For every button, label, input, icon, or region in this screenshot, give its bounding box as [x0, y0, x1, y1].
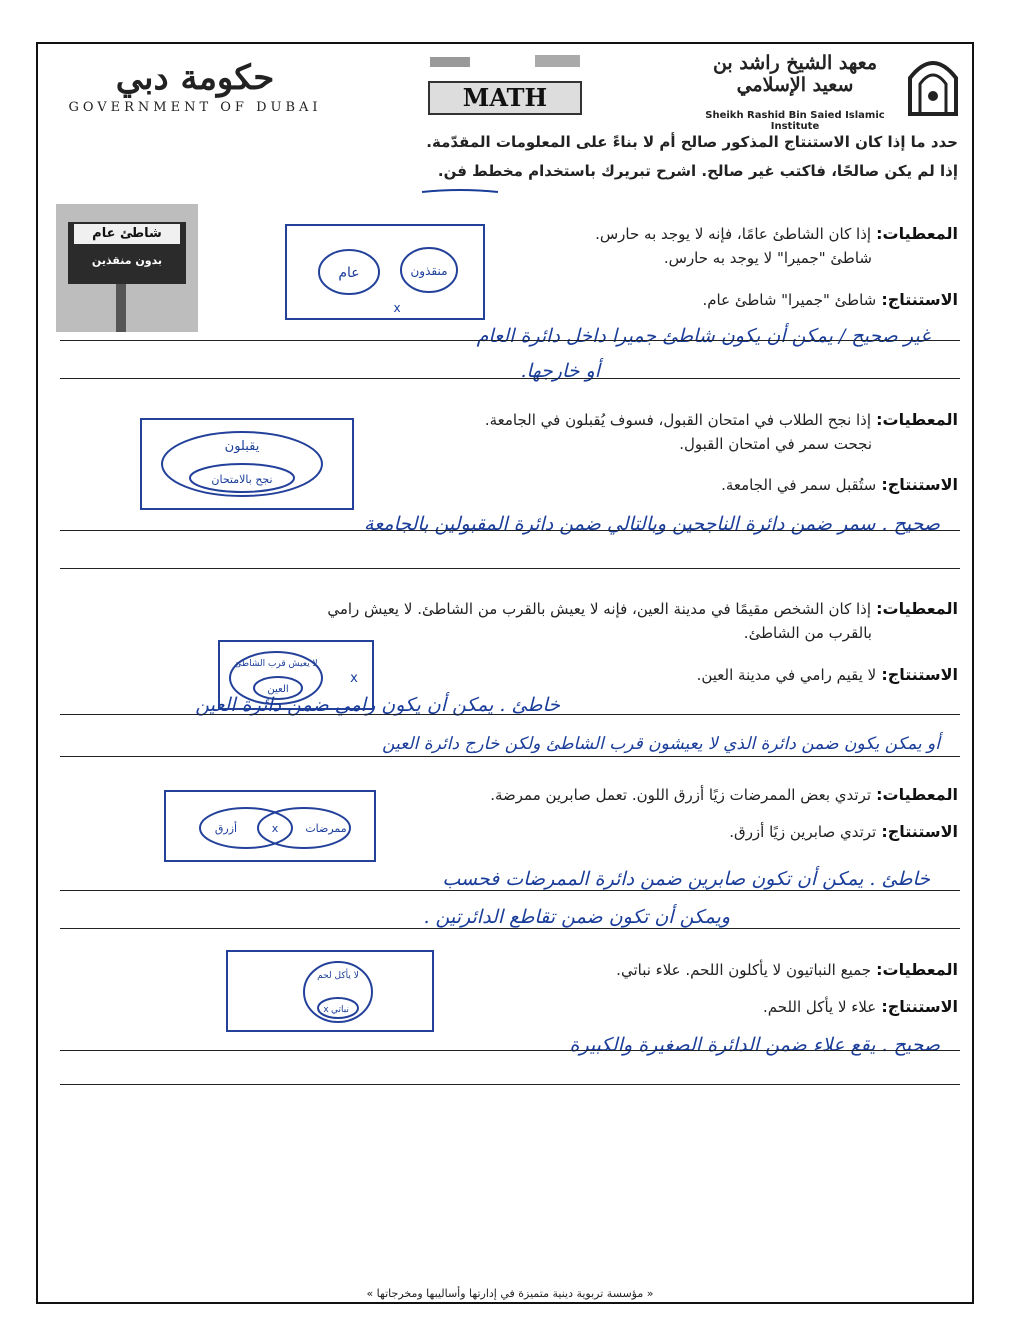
instruction-line-2: إذا لم يكن صالحًا، فاكتب غير صالح. اشرح تبريرك باستخدام مخطط فن.	[437, 162, 958, 180]
answer-line	[60, 756, 960, 757]
conclusion-1: شاطئ "جميرا" شاطئ عام.	[702, 291, 877, 309]
answer-line	[60, 890, 960, 891]
government-logo	[60, 58, 330, 120]
government-arabic: حكومة دبي	[115, 58, 275, 98]
givens-label: المعطيات:	[876, 599, 958, 618]
givens-label: المعطيات:	[876, 224, 958, 243]
math-logo-art	[420, 55, 590, 69]
problem-3-givens	[198, 599, 958, 642]
venn-5-label-a: لا يأكل لحم	[317, 971, 359, 981]
given-3a: إذا كان الشخص مقيمًا في مدينة العين، فإنه لا يعيش بالقرب من الشاطئ. لا يعيش رامي	[327, 600, 872, 618]
problem-4-conclusion	[498, 822, 958, 841]
sign-subtitle: بدون منقذين	[91, 254, 163, 267]
venn-diagram-5	[226, 950, 434, 1032]
given-4a: ترتدي بعض الممرضات زيًا أزرق اللون. تعمل صابرين ممرضة.	[490, 786, 872, 804]
venn-5-label-b: نباتي	[331, 1005, 349, 1015]
problem-3-conclusion	[498, 665, 958, 684]
venn-1-label-b: منقذون	[410, 264, 448, 278]
instruction-line-1: حدد ما إذا كان الاستنتاج المذكور صالح أم لا بناءً على المعلومات المقدّمة.	[426, 133, 958, 151]
conclusion-4: ترتدي صابرين زيًا أزرق.	[729, 823, 877, 841]
venn-3-mark: x	[350, 671, 358, 686]
venn-4-label-b: ممرضات	[305, 822, 347, 835]
math-logo	[420, 55, 590, 113]
conclusion-5: علاء لا يأكل اللحم.	[763, 998, 877, 1016]
conclusion-label: الاستنتاج:	[881, 290, 958, 309]
institute-english: Sheikh Rashid Bin Saied Islamic Institute	[705, 110, 885, 132]
government-english: GOVERNMENT OF DUBAI	[68, 100, 322, 115]
answer-line	[60, 340, 960, 341]
venn-2-label-b: نجح بالامتحان	[211, 473, 273, 486]
problem-1-givens	[498, 224, 958, 267]
givens-label: المعطيات:	[876, 785, 958, 804]
venn-1-label-a: عام	[338, 265, 360, 281]
answer-3b: أو يمكن يكون ضمن دائرة الذي لا يعيشون قرب الشاطئ ولكن خارج دائرة العين	[382, 734, 940, 754]
given-1a: إذا كان الشاطئ عامًا، فإنه لا يوجد به حارس.	[595, 225, 872, 243]
venn-2-drawing	[142, 420, 352, 508]
answer-line	[60, 1050, 960, 1051]
institute-logo	[690, 52, 960, 132]
mosque-emblem-icon	[906, 52, 960, 116]
venn-1-drawing	[287, 226, 483, 318]
problem-2-givens	[358, 410, 958, 453]
conclusion-label: الاستنتاج:	[881, 665, 958, 684]
institute-arabic: معهد الشيخ راشد بن سعيد الإسلامي	[712, 52, 878, 96]
problem-4-givens	[358, 785, 958, 804]
given-2b: نجحت سمر في امتحان القبول.	[679, 435, 872, 453]
venn-5-drawing	[228, 952, 432, 1030]
venn-3-label-a: لا يعيش قرب الشاطئ	[234, 659, 318, 669]
conclusion-2: ستُقبل سمر في الجامعة.	[721, 476, 877, 494]
conclusion-3: لا يقيم رامي في مدينة العين.	[696, 666, 877, 684]
problem-1-conclusion	[498, 290, 958, 309]
venn-4-drawing	[166, 792, 374, 860]
givens-label: المعطيات:	[876, 410, 958, 429]
problem-2-conclusion	[498, 475, 958, 494]
answer-5a: صحيح . يقع علاء ضمن الدائرة الصغيرة والكبيرة	[569, 1034, 940, 1056]
conclusion-label: الاستنتاج:	[881, 822, 958, 841]
given-3b: بالقرب من الشاطئ.	[743, 624, 872, 642]
answer-line	[60, 568, 960, 569]
public-beach-sign	[56, 204, 198, 332]
venn-3-label-b: العين	[267, 684, 289, 695]
answer-2a: صحيح . سمر ضمن دائرة الناجحين وبالتالي ضمن دائرة المقبولين بالجامعة	[364, 513, 940, 535]
answer-1b: أو خارجها.	[520, 360, 600, 382]
answer-4b: ويمكن أن تكون ضمن تقاطع الدائرتين .	[423, 906, 730, 928]
venn-diagram-4	[164, 790, 376, 862]
math-title: MATH	[428, 81, 582, 115]
venn-4-label-a: أزرق	[214, 822, 238, 835]
given-2a: إذا نجح الطلاب في امتحان القبول، فسوف يُقبلون في الجامعة.	[484, 411, 872, 429]
answer-line	[60, 378, 960, 379]
answer-3a: خاطئ . يمكن أن يكون رامي ضمن دائرة العين	[195, 694, 560, 716]
venn-diagram-1	[285, 224, 485, 320]
sign-title: شاطئ عام	[74, 224, 180, 244]
given-5a: جميع النباتيون لا يأكلون اللحم. علاء نباتي.	[616, 961, 872, 979]
answer-line	[60, 530, 960, 531]
answer-line	[60, 714, 960, 715]
venn-diagram-2	[140, 418, 354, 510]
underline-mark	[420, 186, 500, 198]
givens-label: المعطيات:	[876, 960, 958, 979]
answer-4a: خاطئ . يمكن أن تكون صابرين ضمن دائرة الممرضات فحسب	[442, 868, 930, 890]
venn-1-mark: x	[393, 301, 401, 315]
given-1b: شاطئ "جميرا" لا يوجد به حارس.	[663, 249, 872, 267]
problem-5-conclusion	[498, 997, 958, 1016]
venn-4-mark: x	[271, 822, 279, 835]
answer-line	[60, 928, 960, 929]
venn-5-mark: x	[323, 1005, 329, 1015]
conclusion-label: الاستنتاج:	[881, 475, 958, 494]
answer-1a: غير صحيح / يمكن أن يكون شاطئ جميرا داخل دائرة العام	[476, 325, 930, 347]
problem-5-givens	[358, 960, 958, 979]
sign-post	[116, 284, 126, 332]
conclusion-label: الاستنتاج:	[881, 997, 958, 1016]
venn-2-label-a: يقبلون	[224, 439, 260, 454]
footer-motto: « مؤسسة تربوية دينية متميزة في إدارتها وأساليبها ومخرجاتها »	[366, 1287, 654, 1300]
answer-line	[60, 1084, 960, 1085]
